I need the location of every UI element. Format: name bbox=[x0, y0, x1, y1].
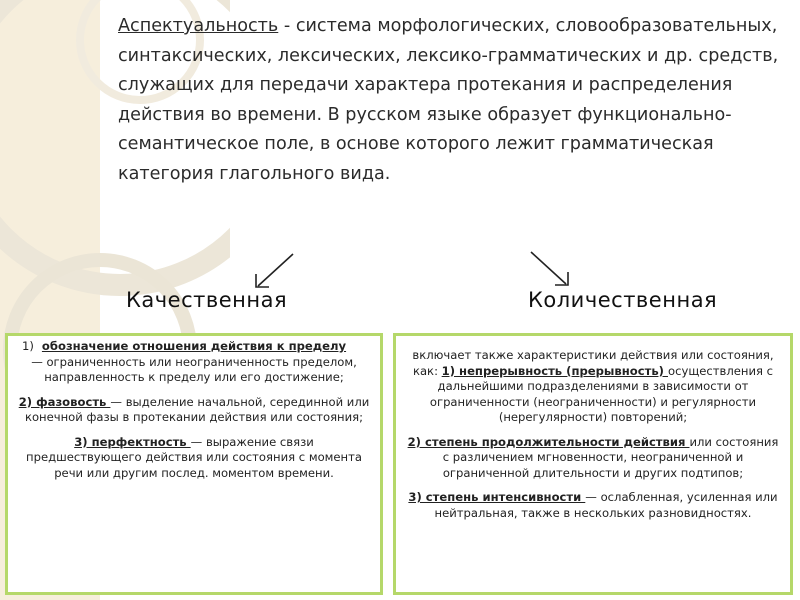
arrow-down-left-icon bbox=[248, 250, 298, 292]
qualitative-box bbox=[5, 333, 383, 595]
quantitative-item3-title: 3) степень интенсивности bbox=[408, 490, 586, 504]
heading-qualitative: Качественная bbox=[126, 288, 288, 312]
quantitative-item2-text: или состояния с различением мгновенности, неограниченной и ограниченной длительности и других подтипов; bbox=[442, 434, 779, 480]
definition-text: - система морфологических, словообразовательных, синтаксических, лексических, лексико-грамматических и др. средств, служащих для передачи характера протекания и распределения действия во времени. В русском языке образует функционально-семантическое поле, в основе которого лежит грамматическая категория глагольного вида. bbox=[118, 16, 779, 184]
qualitative-item3-text: — выражение связи предшествующего действия или состояния с момента речи или другим послед. моментом времени. bbox=[26, 434, 362, 480]
quantitative-item3-text: — ослабленная, усиленная или нейтральная, также в нескольких разновидностях. bbox=[434, 490, 778, 520]
quantitative-item2-title: 2) степень продолжительности действия bbox=[407, 434, 690, 449]
qualitative-item2-text: — выделение начальной, серединной или конечной фазы в протекании действия или состояния; bbox=[24, 394, 370, 424]
qualitative-item1-text2: направленность к пределу или его достижение; bbox=[44, 370, 344, 384]
item-number: 1) bbox=[22, 339, 34, 353]
quantitative-item1-text: осуществления с дальнейшими подразделениями в зависимости от ограниченности (неограниченности) и регулярности (нерегулярности) повторений; bbox=[429, 363, 774, 424]
quantitative-item1-title: 1) непрерывность (прерывность) bbox=[441, 363, 668, 378]
term-aspectuality: Аспектуальность bbox=[118, 16, 279, 36]
qualitative-item1-title: обозначение отношения действия к пределу bbox=[41, 339, 347, 353]
arrow-down-right-icon bbox=[526, 248, 576, 290]
quantitative-box bbox=[393, 333, 793, 595]
qualitative-item1-text: — ограниченность или неограниченность пределом, bbox=[31, 354, 357, 369]
quantitative-intro: включает также характеристики действия или состояния, как: bbox=[412, 348, 774, 378]
definition-paragraph bbox=[118, 12, 793, 189]
heading-quantitative: Количественная bbox=[528, 288, 718, 312]
qualitative-item2-title: 2) фазовость bbox=[18, 394, 111, 409]
qualitative-item3-title: 3) перфектность bbox=[74, 434, 191, 449]
